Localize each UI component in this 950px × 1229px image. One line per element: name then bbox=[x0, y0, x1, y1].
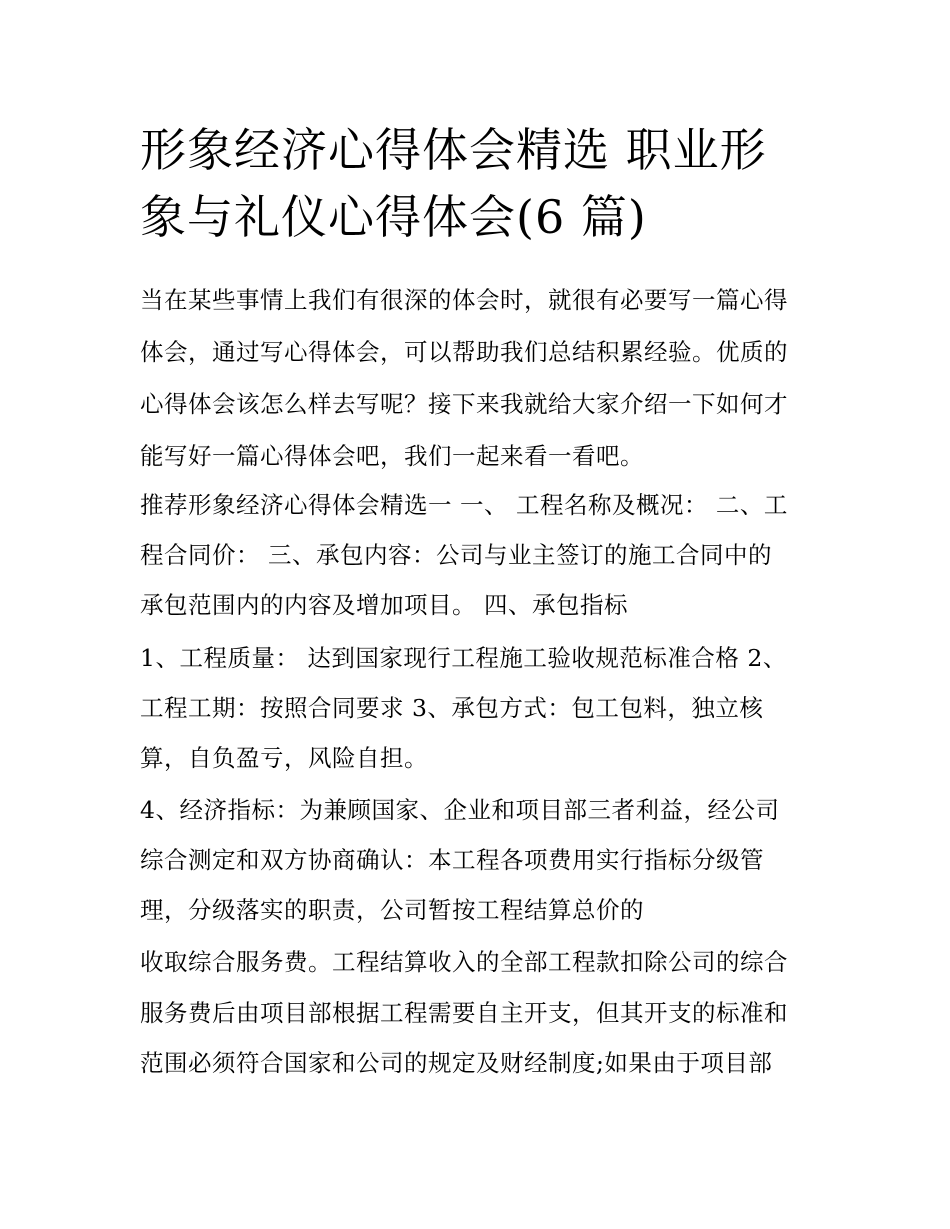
body-line-15: 服务费后由项目部根据工程需要自主开支，但其开支的标准和 bbox=[140, 999, 788, 1027]
body-line-5: 推荐形象经济心得体会精选一 一、 工程名称及概况： 二、工 bbox=[140, 491, 788, 519]
body-line-16: 范围必须符合国家和公司的规定及财经制度;如果由于项目部 bbox=[140, 1049, 773, 1077]
body-line-10: 算，自负盈亏，风险自担。 bbox=[140, 744, 428, 772]
body-line-9: 工程工期：按照合同要求 3、承包方式：包工包料，独立核 bbox=[140, 694, 764, 722]
body-line-7: 承包范围内的内容及增加项目。 四、承包指标 bbox=[140, 591, 628, 619]
body-line-6: 程合同价： 三、承包内容：公司与业主签订的施工合同中的 bbox=[140, 541, 772, 569]
title-line-1: 形象经济心得体会精选 职业形 bbox=[140, 123, 767, 177]
body-line-11: 4、经济指标：为兼顾国家、企业和项目部三者利益，经公司 bbox=[140, 796, 780, 824]
body-line-3: 心得体会该怎么样去写呢？接下来我就给大家介绍一下如何才 bbox=[140, 390, 788, 418]
body-line-12: 综合测定和双方协商确认：本工程各项费用实行指标分级管 bbox=[140, 846, 764, 874]
body-line-1: 当在某些事情上我们有很深的体会时，就很有必要写一篇心得 bbox=[140, 286, 788, 314]
title-line-2: 象与礼仪心得体会(6 篇) bbox=[140, 190, 647, 244]
body-line-14: 收取综合服务费。工程结算收入的全部工程款扣除公司的综合 bbox=[140, 948, 788, 976]
body-line-4: 能写好一篇心得体会吧，我们一起来看一看吧。 bbox=[140, 442, 644, 470]
body-line-8: 1、工程质量： 达到国家现行工程施工验收规范标准合格 2、 bbox=[140, 644, 787, 672]
document-title bbox=[140, 117, 820, 251]
body-line-13: 理，分级落实的职责，公司暂按工程结算总价的 bbox=[140, 896, 644, 924]
body-line-2: 体会，通过写心得体会，可以帮助我们总结积累经验。优质的 bbox=[140, 338, 788, 366]
